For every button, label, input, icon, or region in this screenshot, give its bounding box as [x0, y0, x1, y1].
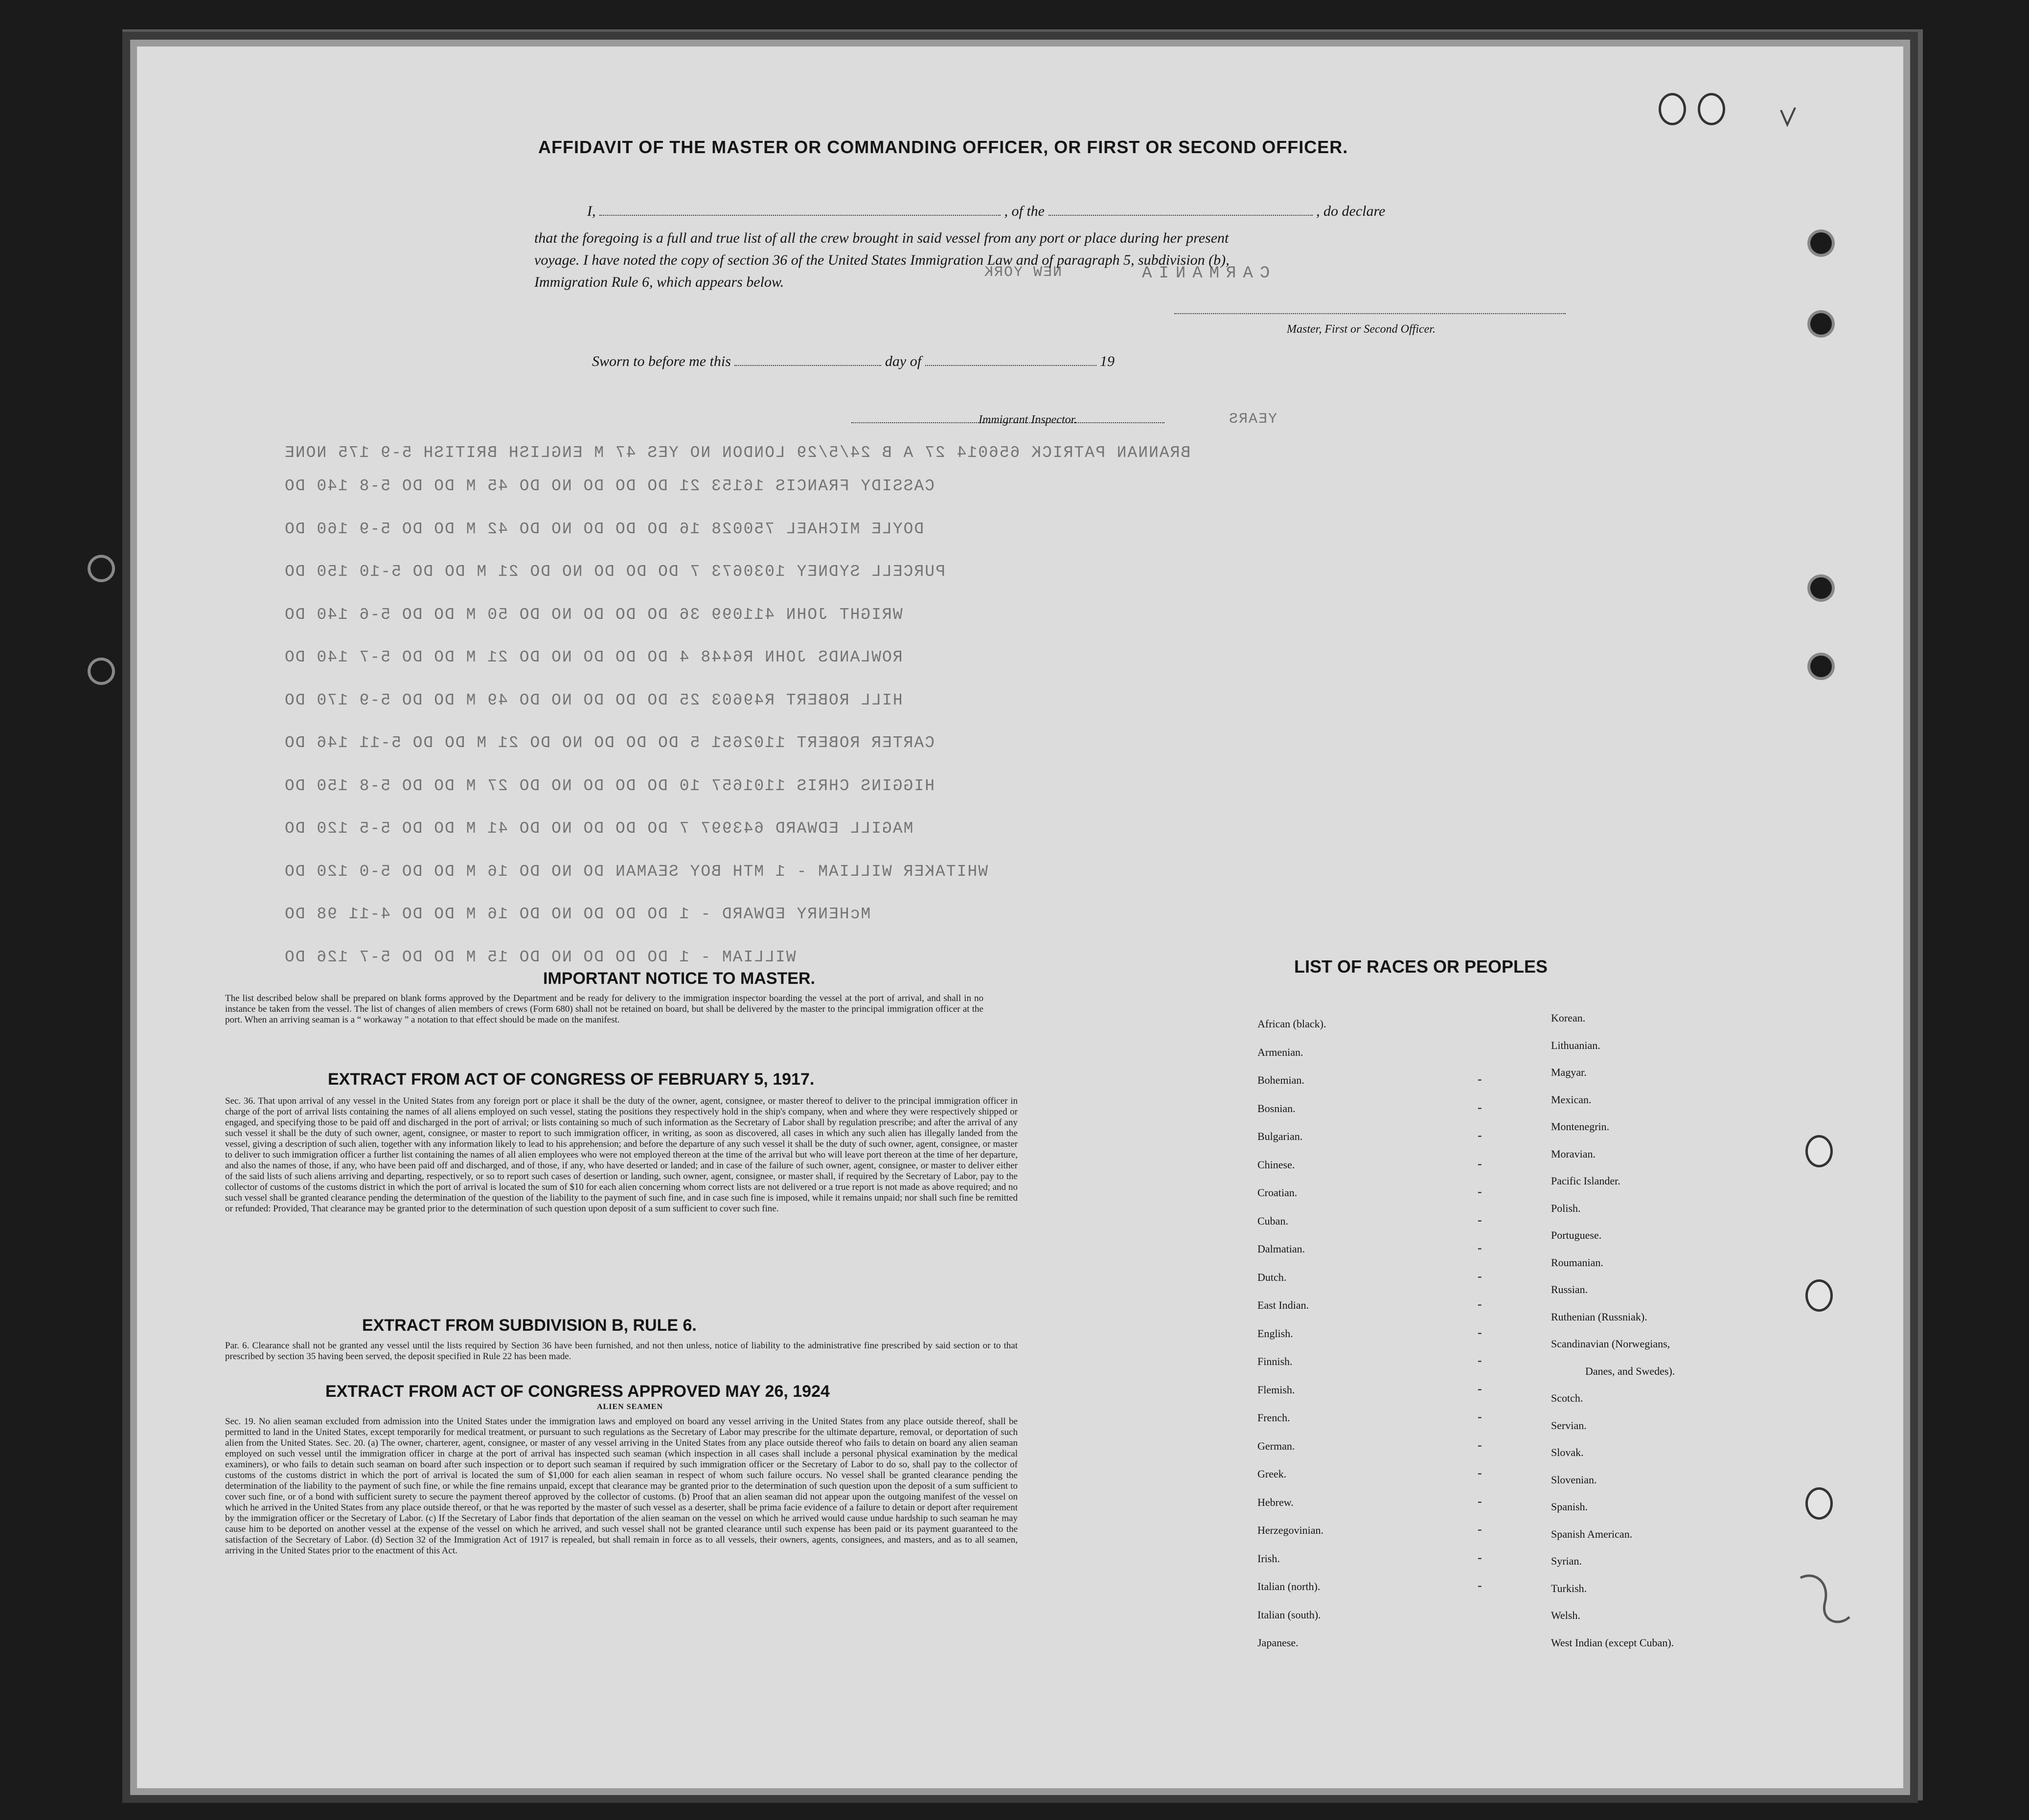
sworn-label: Sworn to before me this — [592, 353, 731, 369]
race-item: Welsh. — [1551, 1609, 1580, 1621]
race-dash: - — [1478, 1212, 1482, 1227]
race-item: Croatian. — [1257, 1186, 1298, 1199]
race-item: Scandinavian (Norwegians, — [1551, 1338, 1670, 1350]
race-item: Herzegovinian. — [1257, 1524, 1323, 1536]
race-dash: - — [1478, 1241, 1482, 1255]
affidavit-text-line: voyage. I have noted the copy of section 36 of the United States Immigration Law and of paragraph 5, subdivision (b), — [534, 252, 1230, 268]
notice-title: IMPORTANT NOTICE TO MASTER. — [543, 969, 815, 988]
bleed-vessel: CARMANIA — [1135, 264, 1270, 283]
race-item: Slovenian. — [1551, 1473, 1597, 1486]
race-dash: - — [1478, 1297, 1482, 1311]
race-item: Flemish. — [1257, 1383, 1295, 1396]
races-title: LIST OF RACES OR PEOPLES — [1294, 956, 1548, 977]
bleed-row: CASSIDY FRANCIS 16153 21 DO DO DO NO DO 45 M DO DO 5-8 140 DO — [284, 477, 935, 495]
race-item: Japanese. — [1257, 1637, 1299, 1649]
race-item: Ruthenian (Russniak). — [1551, 1310, 1647, 1323]
race-dash: - — [1478, 1156, 1482, 1171]
year-label: 19 — [1100, 353, 1115, 369]
race-dash: - — [1478, 1578, 1482, 1592]
bleed-row: WRIGHT JOHN 411099 36 DO DO DO NO DO 50 M DO DO 5-6 140 DO — [284, 606, 903, 624]
bleed-row: MAGILL EDWARD 643997 7 DO DO DO NO DO 41 M DO DO 5-5 120 DO — [284, 819, 913, 838]
bleed-years: YEARS — [1228, 411, 1277, 428]
race-item: German. — [1257, 1439, 1295, 1452]
race-item: Servian. — [1551, 1419, 1587, 1432]
race-dash: - — [1478, 1494, 1482, 1508]
race-item: Italian (north). — [1257, 1580, 1321, 1592]
race-dash: - — [1478, 1269, 1482, 1283]
act-1917-text: Sec. 36. That upon arrival of any vessel in the United States from any foreign port or place it shall be the duty of the owner, agent, consignee, or master thereof to deliver to the principal immigration officer in charge of the port of arrival lists containing the names of all aliens employed on such vessel, stating the positions they respectively hold in the ship's company, when and where they were respectively shipped or engaged, and specifying those to be paid off and discharged in the port of arrival; or lists containing so much of such information as the Secretary of Labor shall by regulation prescribe; and after the arrival of any such vessel it shall be the duty of such owner, agent, consignee, or master to report to such immigration officer, in writing, as soon as discovered, all cases in which any such alien has illegally landed from the vessel, giving a description of such alien, together with any information likely to lead to his apprehension; and before the departure of any such vessel it shall be the duty of such owner, agent, consignee, or master to deliver to such immigration officer a further list containing the names of all alien employees who were not employed thereon at the time of the arrival but who will leave port thereon at the time of her departure, and also the names of those, if any, who have been paid off and discharged, and of those, if any, who have deserted or landed; and in case of the failure of such owner, agent, consignee, or master to deliver either of the said lists of such aliens arriving and departing, respectively, or so to report such cases of desertion or landing, such owner, agent, consignee, or master shall, if required by the Secretary of Labor, pay to the collector of customs of the customs district in which the port of arrival is located the sum of $10 for each alien concerning whom correct lists are not delivered or a true report is not made as above required; and no such vessel shall be granted clearance pending the determination of the question of the liability to the payment of such fine, and in case such fine is imposed, while it remains unpaid; nor shall such fine be remitted or refunded: Provided, That clearance may be granted prior to the determination of such question upon deposit of a sum sufficient to cover such fine. — [225, 1096, 1018, 1214]
bleed-port: NEW YORK — [983, 264, 1062, 281]
race-item: Polish. — [1551, 1202, 1581, 1214]
race-item: Bosnian. — [1257, 1102, 1296, 1115]
sworn-day-blank[interactable] — [734, 352, 881, 366]
race-item: Bulgarian. — [1257, 1130, 1303, 1142]
notice-text: The list described below shall be prepared on blank forms approved by the Department and be ready for delivery to the immigration inspector boarding the vessel at the port of arrival, and shall in no instance be taken from the vessel. The list of changes of alien members of crews (Form 680) shall not be retained on board, but shall be delivered by the master to the principal immigration officer at the port. When an arriving seaman is a “ workaway ” a notation to that effect should be made on the manifest. — [225, 993, 983, 1025]
race-dash: - — [1478, 1100, 1482, 1115]
affidavit-title: AFFIDAVIT OF THE MASTER OR COMMANDING OFFICER, OR FIRST OR SECOND OFFICER. — [538, 137, 1348, 157]
rule-6-text: Par. 6. Clearance shall not be granted any vessel until the lists required by Section 36 have been furnished, and not then unless, notice of liability to the administrative fine prescribed by said section or to that prescribed by section 35 having been served, the deposit specified in Rule 22 has been made. — [225, 1341, 1018, 1362]
race-item: Slovak. — [1551, 1446, 1584, 1458]
race-dash: - — [1478, 1381, 1482, 1396]
race-item: Mexican. — [1551, 1093, 1592, 1106]
race-item: Chinese. — [1257, 1158, 1295, 1171]
affidavit-text-line: Immigration Rule 6, which appears below. — [534, 274, 784, 290]
race-item: English. — [1257, 1327, 1293, 1340]
race-item: Turkish. — [1551, 1582, 1587, 1594]
inspector-signature-label: Immigrant Inspector. — [979, 413, 1077, 426]
race-item: Roumanian. — [1551, 1256, 1603, 1269]
bleed-row: PURCELL SYDNEY 1030673 7 DO DO DO NO DO 21 M DO DO 5-10 150 DO — [284, 563, 945, 581]
race-item: Moravian. — [1551, 1147, 1596, 1160]
race-dash: - — [1478, 1072, 1482, 1086]
check-mark — [1778, 105, 1798, 130]
master-signature-line[interactable] — [1174, 313, 1566, 314]
race-item: Dutch. — [1257, 1271, 1287, 1283]
affidavit-i-label: I, — [587, 203, 596, 219]
bleed-row: WHITAKER WILLIAM - 1 MTH BOY SEAMAN DO NO DO 16 M DO DO 5-0 120 DO — [284, 863, 988, 881]
officer-name-blank[interactable] — [599, 202, 1001, 216]
race-dash: - — [1478, 1437, 1482, 1452]
race-item: Spanish American. — [1551, 1527, 1633, 1540]
bleed-row: HILL ROBERT R49603 25 DO DO DO NO DO 49 M DO DO 5-9 170 DO — [284, 691, 903, 709]
race-item: West Indian (except Cuban). — [1551, 1636, 1674, 1649]
race-item: Scotch. — [1551, 1392, 1583, 1404]
act-1924-text: Sec. 19. No alien seaman excluded from admission into the United States under the immigration laws and employed on board any vessel arriving in the United States from any place outside thereof, shall be permitted to land in the United States, except temporarily for medical treatment, or pursuant to such regulations as the Secretary of Labor may prescribe for the ultimate departure, removal, or deportation of such alien from the United States. Sec. 20. (a) The owner, charterer, agent, consignee, or master of any vessel arriving in the United States from any place outside thereof who fails to detain on board any alien seaman employed on such vessel until the immigration officer in charge at the port of arrival has inspected such seaman (which inspection in all cases shall include a personal physical examination by the medical examiners), or who fails to detain such seaman on board after such inspection or to deport such seaman if required by such immigration officer or the Secretary of Labor to do so, shall pay to the collector of customs of the customs district in which the port of arrival is located the sum of $1,000 for each alien seaman in respect of whom such failure occurs. No vessel shall be granted clearance pending the determination of the liability to the payment of such fine, or while the fine remains unpaid, except that clearance may be granted prior to the determination of such question upon the deposit of a sum sufficient to cover such fine, or of a bond with sufficient surety to secure the payment thereof approved by the collector of customs. (b) Proof that an alien seaman did not appear upon the outgoing manifest of the vessel on which he arrived in the United States from any place outside thereof, or that he was reported by the master of such vessel as a deserter, shall be prima facie evidence of a failure to detain or deport after requirement by the immigration officer or the Secretary of Labor. (c) If the Secretary of Labor finds that deportation of the alien seaman on the vessel on which he arrived would cause undue hardship to such seaman he may cause him to be deported on another vessel at the expense of the vessel on which he arrived, and such vessel shall not be granted clearance until such expense has been paid or its payment guaranteed to the satisfaction of the Secretary of Labor. (d) Section 32 of the Immigration Act of 1917 is repealed, but shall remain in force as to all vessels, their owners, agents, consignees, and masters, and as to all seamen, arriving in the United States prior to the enactment of this Act. — [225, 1416, 1018, 1556]
race-item: Greek. — [1257, 1468, 1287, 1480]
race-item: Dalmatian. — [1257, 1243, 1305, 1255]
race-dash: - — [1478, 1128, 1482, 1142]
race-item: Magyar. — [1551, 1066, 1587, 1078]
bleed-row: McHENRY EDWARD - 1 DO DO DO NO DO 16 M DO DO 4-11 98 DO — [284, 905, 871, 923]
master-signature-label: Master, First or Second Officer. — [1287, 323, 1436, 336]
punch-hole — [91, 660, 112, 682]
rule-6-title: EXTRACT FROM SUBDIVISION B, RULE 6. — [362, 1316, 697, 1335]
race-dash: - — [1478, 1466, 1482, 1480]
punch-hole — [91, 558, 112, 579]
race-item: Portuguese. — [1551, 1229, 1602, 1241]
bleed-row: HIGGINS CHRIS 1101657 10 DO DO DO NO DO 27 M DO DO 5-8 150 DO — [284, 777, 935, 795]
bleed-header-row: BRANNAN PATRICK 656014 27 A B 24/5/29 LONDON NO YES 47 M ENGLISH BRITISH 5-9 175 NONE — [284, 444, 1191, 462]
race-item: Korean. — [1551, 1012, 1586, 1024]
document-sheet — [137, 46, 1903, 1788]
race-item: Irish. — [1257, 1552, 1280, 1565]
race-item: East Indian. — [1257, 1299, 1309, 1311]
race-item: African (black). — [1257, 1018, 1326, 1030]
race-item: Pacific Islander. — [1551, 1175, 1620, 1187]
affidavit-declaration-line — [587, 202, 1385, 220]
vessel-name-blank[interactable] — [1049, 202, 1313, 216]
race-item: Lithuanian. — [1551, 1039, 1600, 1051]
race-item: Italian (south). — [1257, 1608, 1321, 1621]
sworn-month-blank[interactable] — [925, 352, 1096, 366]
day-of-label: day of — [885, 353, 922, 369]
race-item: Syrian. — [1551, 1555, 1582, 1567]
bleed-row: WILLIAM - 1 DO DO DO NO DO 15 M DO DO 5-7 126 DO — [284, 948, 796, 966]
act-1924-title: EXTRACT FROM ACT OF CONGRESS APPROVED MAY 26, 1924 — [325, 1382, 830, 1401]
race-dash: - — [1478, 1353, 1482, 1367]
bleed-row: CARTER ROBERT 1102651 5 DO DO DO NO DO 21 M DO DO 5-11 146 DO — [284, 734, 935, 752]
race-dash: - — [1478, 1325, 1482, 1340]
race-item: Armenian. — [1257, 1046, 1303, 1058]
pencil-mark — [1796, 1568, 1854, 1632]
race-item: Bohemian. — [1257, 1074, 1304, 1086]
race-dash: - — [1478, 1550, 1482, 1565]
race-item: Montenegrin. — [1551, 1120, 1610, 1133]
race-item: Hebrew. — [1257, 1496, 1294, 1508]
bleed-row: DOYLE MICHAEL 750028 16 DO DO DO NO DO 42 M DO DO 5-9 160 DO — [284, 520, 924, 538]
race-item: French. — [1257, 1411, 1290, 1424]
race-item: Russian. — [1551, 1283, 1588, 1296]
affidavit-do-declare-label: , do declare — [1316, 203, 1386, 219]
sworn-line — [592, 352, 1115, 370]
race-item: Danes, and Swedes). — [1585, 1365, 1675, 1377]
act-1924-subtitle: ALIEN SEAMEN — [597, 1403, 663, 1411]
race-item: Finnish. — [1257, 1355, 1293, 1367]
affidavit-of-the-label: , of the — [1004, 203, 1045, 219]
race-dash: - — [1478, 1522, 1482, 1536]
race-dash: - — [1478, 1184, 1482, 1199]
bleed-row: ROWLANDS JOHN R6448 4 DO DO DO NO DO 21 M DO DO 5-7 140 DO — [284, 648, 903, 666]
act-1917-title: EXTRACT FROM ACT OF CONGRESS OF FEBRUARY 5, 1917. — [328, 1070, 815, 1089]
affidavit-text-line: that the foregoing is a full and true list of all the crew brought in said vessel from any port or place during her present — [534, 230, 1229, 246]
race-item: Cuban. — [1257, 1214, 1288, 1227]
race-item: Spanish. — [1551, 1501, 1588, 1513]
race-dash: - — [1478, 1410, 1482, 1424]
